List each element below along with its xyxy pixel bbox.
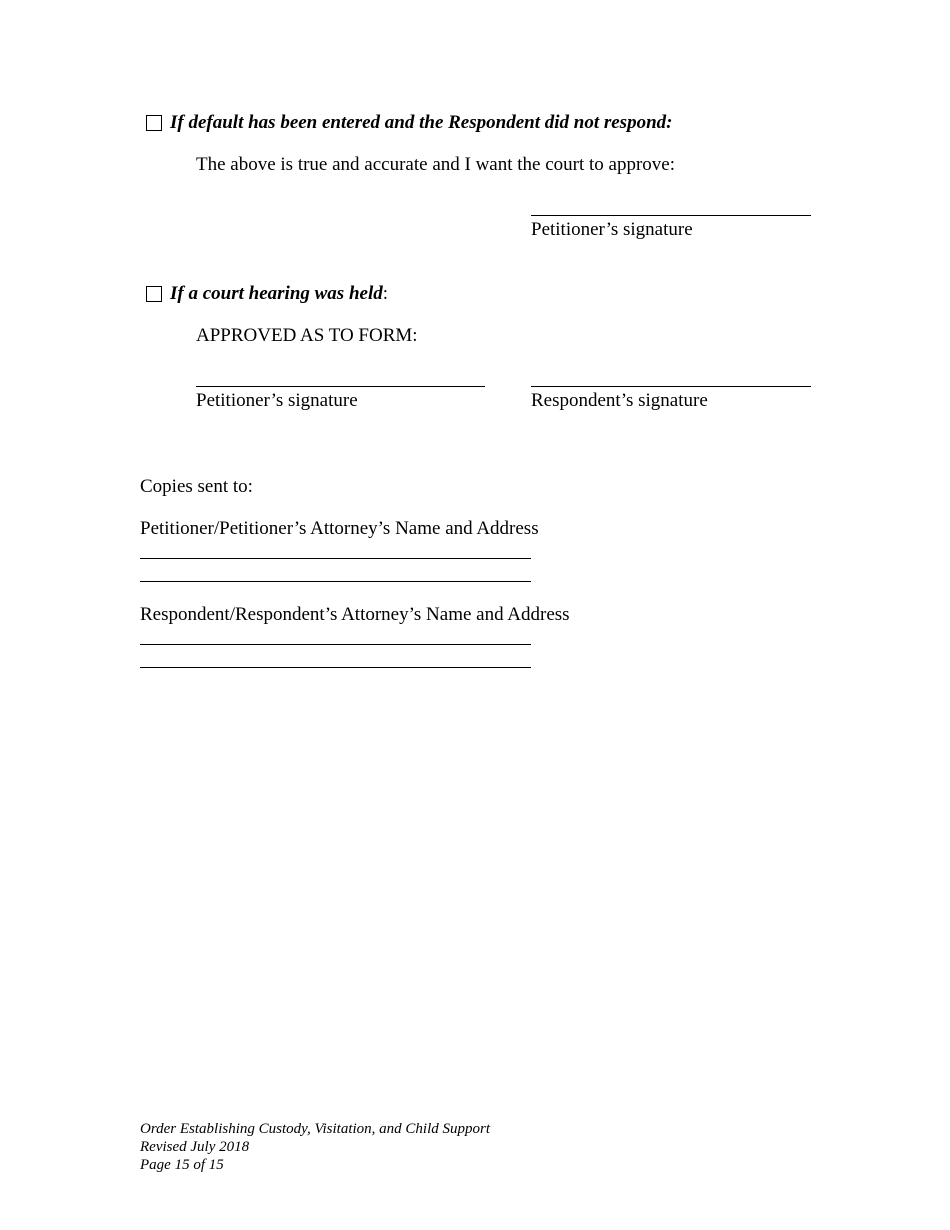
respondent-signature-label-hearing: Respondent’s signature bbox=[531, 390, 708, 411]
footer-form-title: Order Establishing Custody, Visitation, and Child Support bbox=[140, 1121, 491, 1137]
copies-sent-to-title: Copies sent to: bbox=[140, 476, 253, 497]
court-hearing-checkbox[interactable] bbox=[146, 286, 162, 302]
court-hearing-heading-text: If a court hearing was held bbox=[170, 283, 383, 304]
petitioner-signature-label-default: Petitioner’s signature bbox=[531, 219, 693, 240]
footer-page-number: Page 15 of 15 bbox=[140, 1157, 224, 1173]
respondent-address-line-1[interactable] bbox=[140, 644, 531, 645]
petitioner-signature-label-hearing: Petitioner’s signature bbox=[196, 390, 358, 411]
petitioner-attorney-label: Petitioner/Petitioner’s Attorney’s Name and Address bbox=[140, 518, 539, 539]
petitioner-address-line-1[interactable] bbox=[140, 558, 531, 559]
approved-as-to-form-label: APPROVED AS TO FORM: bbox=[196, 325, 418, 346]
petitioner-signature-line-hearing[interactable] bbox=[196, 386, 485, 387]
footer-revision: Revised July 2018 bbox=[140, 1139, 250, 1155]
respondent-address-line-2[interactable] bbox=[140, 667, 531, 668]
respondent-attorney-label: Respondent/Respondent’s Attorney’s Name and Address bbox=[140, 604, 570, 625]
petitioner-signature-line-default[interactable] bbox=[531, 215, 811, 216]
respondent-signature-line-hearing[interactable] bbox=[531, 386, 811, 387]
court-hearing-heading bbox=[170, 283, 388, 305]
default-entered-checkbox[interactable] bbox=[146, 115, 162, 131]
default-statement: The above is true and accurate and I want the court to approve: bbox=[196, 154, 676, 175]
petitioner-address-line-2[interactable] bbox=[140, 581, 531, 582]
default-entered-heading: If default has been entered and the Respondent did not respond: bbox=[170, 112, 673, 133]
court-hearing-heading-colon: : bbox=[382, 283, 389, 304]
